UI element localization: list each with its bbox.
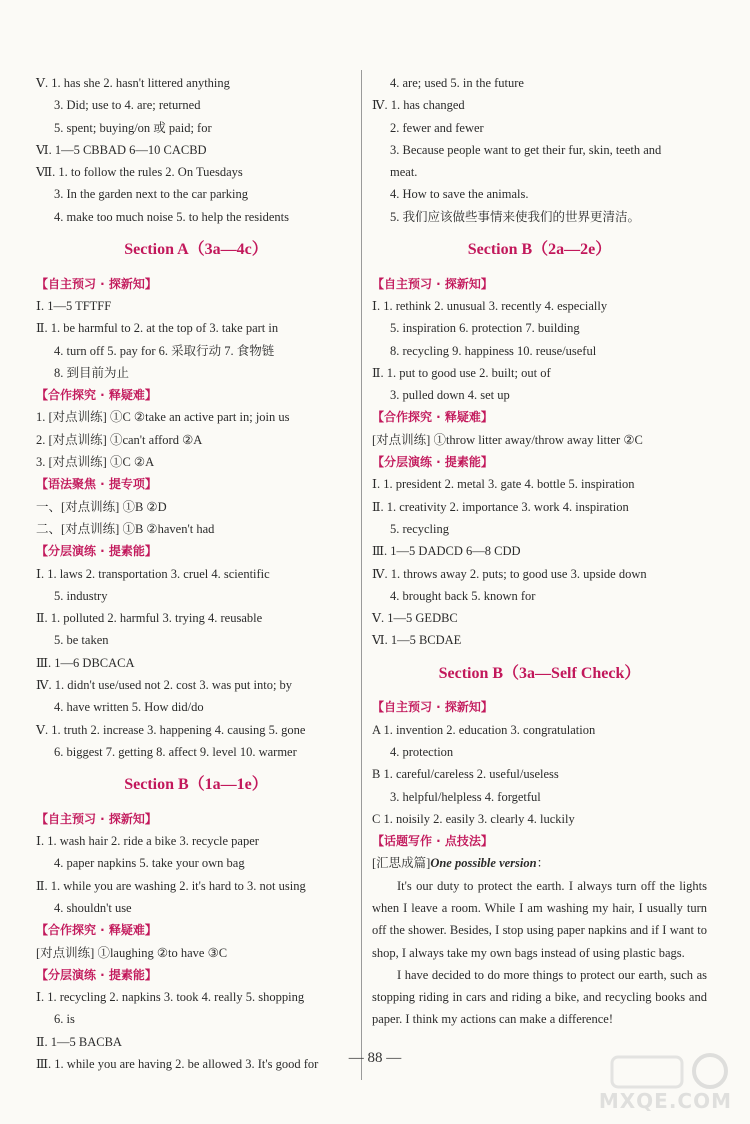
answer-line: 5. be taken [54, 633, 109, 648]
answer-line: Ⅳ. 1. didn't use/used not 2. cost 3. was put into; by [36, 678, 293, 693]
answer-line: Ⅰ. 1. president 2. metal 3. gate 4. bottle 5. inspiration [372, 477, 635, 492]
right-lines [372, 72, 707, 852]
answer-line: [对点训练] ①throw litter away/throw away litter ②C [372, 432, 643, 447]
essay-heading: [汇思成篇]One possible version： [372, 856, 550, 871]
answer-line: 2. fewer and fewer [390, 120, 484, 135]
part-label: 【语法聚焦 · 提专项】 [36, 477, 157, 492]
answer-line: Ⅰ. 1. recycling 2. napkins 3. took 4. really 5. shopping [36, 990, 305, 1005]
right-column [372, 72, 707, 1031]
part-label: 【分层演练 · 提素能】 [36, 967, 157, 982]
answer-line: Ⅶ. 1. to follow the rules 2. On Tuesdays [36, 165, 243, 180]
essay-paragraph-2: I have decided to do more things to protect our earth, such as stopping riding in cars and riding a bike, and recycling books and paper. I think my actions can make a difference! [372, 967, 707, 1027]
answer-line: Ⅰ. 1. laws 2. transportation 3. cruel 4. scientific [36, 566, 270, 581]
answer-line: 4. make too much noise 5. to help the residents [54, 209, 290, 224]
answer-line: 2. [对点训练] ①can't afford ②A [36, 432, 203, 447]
section-heading: Section A（3a—4c） [124, 241, 268, 259]
answer-line: [对点训练] ①laughing ②to have ③C [36, 945, 228, 960]
answer-line: 8. 到目前为止 [54, 365, 130, 380]
answer-line: Ⅲ. 1—6 DBCACA [36, 655, 135, 670]
answer-line: 一、[对点训练] ①B ②D [36, 499, 167, 514]
answer-line: Ⅱ. 1. creativity 2. importance 3. work 4. inspiration [372, 499, 629, 514]
answer-line: 4. turn off 5. pay for 6. 采取行动 7. 食物链 [54, 343, 275, 358]
answer-line: 4. protection [390, 744, 454, 759]
answer-line: Ⅱ. 1. put to good use 2. built; out of [372, 365, 551, 380]
part-label: 【合作探究 · 释疑难】 [372, 410, 493, 425]
answer-line: Ⅴ. 1—5 GEDBC [372, 611, 458, 626]
part-label: 【分层演练 · 提素能】 [36, 544, 157, 559]
part-label: 【话题写作 · 点技法】 [372, 834, 493, 849]
answer-line: 3. helpful/helpless 4. forgetful [390, 789, 541, 804]
answer-line: Ⅵ. 1—5 BCDAE [372, 633, 462, 648]
answer-line: 4. have written 5. How did/do [54, 700, 204, 715]
page-number: — 88 — [348, 1050, 402, 1066]
answer-line: 1. [对点训练] ①C ②take an active part in; join us [36, 410, 290, 425]
answer-line: 5. industry [54, 588, 108, 603]
part-label: 【自主预习 · 探新知】 [372, 700, 493, 715]
answer-line: 3. [对点训练] ①C ②A [36, 455, 155, 470]
answer-line: Ⅱ. 1. be harmful to 2. at the top of 3. take part in [36, 321, 279, 336]
answer-line: 6. biggest 7. getting 8. affect 9. level 10. warmer [54, 744, 297, 759]
answer-line: 6. is [54, 1012, 75, 1027]
answer-line: 5. inspiration 6. protection 7. building [390, 321, 580, 336]
watermark-text: MXQE.COM [598, 1089, 732, 1113]
answer-line: Ⅱ. 1—5 BACBA [36, 1034, 122, 1049]
answer-line: 5. spent; buying/on 或 paid; for [54, 120, 212, 135]
answer-line: Ⅱ. 1. polluted 2. harmful 3. trying 4. reusable [36, 611, 263, 626]
answer-line: Ⅲ. 1. while you are having 2. be allowed 3. It's good for [36, 1057, 319, 1072]
answer-line: 8. recycling 9. happiness 10. reuse/useful [390, 343, 597, 358]
part-label: 【合作探究 · 释疑难】 [36, 388, 157, 403]
essay-lead: [汇思成篇] [372, 856, 431, 871]
essay-paragraph-1: It's our duty to protect the earth. I always turn off the lights when I leave a room. While I am washing my hair, I usually turn off the shower. Besides, I stop using paper napkins and if I want to shop, I always take my own bags instead of using plastic bags. [372, 878, 707, 960]
part-label: 【分层演练 · 提素能】 [372, 455, 493, 470]
answer-line: Ⅵ. 1—5 CBBAD 6—10 CACBD [36, 142, 207, 157]
watermark-logo [592, 1049, 742, 1119]
answer-line: Ⅴ. 1. truth 2. increase 3. happening 4. causing 5. gone [36, 722, 306, 737]
answer-line: C 1. noisily 2. easily 3. clearly 4. luckily [372, 811, 575, 826]
answer-line: Ⅱ. 1. while you are washing 2. it's hard to 3. not using [36, 878, 306, 893]
section-heading: Section B（1a—1e） [124, 776, 268, 794]
answer-line: 3. pulled down 4. set up [390, 388, 510, 403]
section-heading: Section B（2a—2e） [467, 241, 612, 259]
section-heading: Section B（3a—Self Check） [438, 664, 641, 682]
answer-line: Ⅰ. 1. rethink 2. unusual 3. recently 4. especially [372, 298, 608, 313]
answer-line: 5. 我们应该做些事情来使我们的世界更清洁。 [390, 209, 641, 224]
answer-line: Ⅳ. 1. throws away 2. puts; to good use 3. upside down [372, 566, 647, 581]
answer-line: 二、[对点训练] ①B ②haven't had [36, 521, 215, 536]
answer-line: Ⅴ. 1. has she 2. hasn't littered anything [36, 76, 230, 90]
part-label: 【合作探究 · 释疑难】 [36, 923, 157, 938]
answer-line: Ⅰ. 1. wash hair 2. ride a bike 3. recycle paper [36, 834, 259, 849]
left-column [36, 72, 356, 1075]
answer-line: 4. shouldn't use [54, 900, 132, 915]
answer-line: meat. [390, 165, 418, 180]
answer-line: 4. paper napkins 5. take your own bag [54, 856, 245, 871]
part-label: 【自主预习 · 探新知】 [36, 811, 157, 826]
answer-line: Ⅰ. 1—5 TFTFF [36, 298, 112, 313]
answer-line: 5. recycling [390, 521, 450, 536]
answer-line: Ⅲ. 1—5 DADCD 6—8 CDD [372, 544, 521, 559]
answer-line: B 1. careful/careless 2. useful/useless [372, 767, 559, 782]
answer-line: A 1. invention 2. education 3. congratulation [372, 722, 596, 737]
column-divider [361, 70, 362, 1080]
answer-line: 4. How to save the animals. [390, 187, 529, 202]
answer-line: Ⅳ. 1. has changed [372, 98, 465, 113]
essay-version: One possible version [430, 856, 537, 871]
part-label: 【自主预习 · 探新知】 [36, 276, 157, 291]
part-label: 【自主预习 · 探新知】 [372, 276, 493, 291]
answer-line: 3. Because people want to get their fur, skin, teeth and [390, 142, 662, 157]
answer-line: 3. Did; use to 4. are; returned [54, 98, 201, 113]
answer-line: 4. brought back 5. known for [390, 588, 536, 603]
model-essay [372, 852, 707, 1030]
answer-line: 4. are; used 5. in the future [390, 76, 524, 90]
answer-line: 3. In the garden next to the car parking [54, 187, 249, 202]
